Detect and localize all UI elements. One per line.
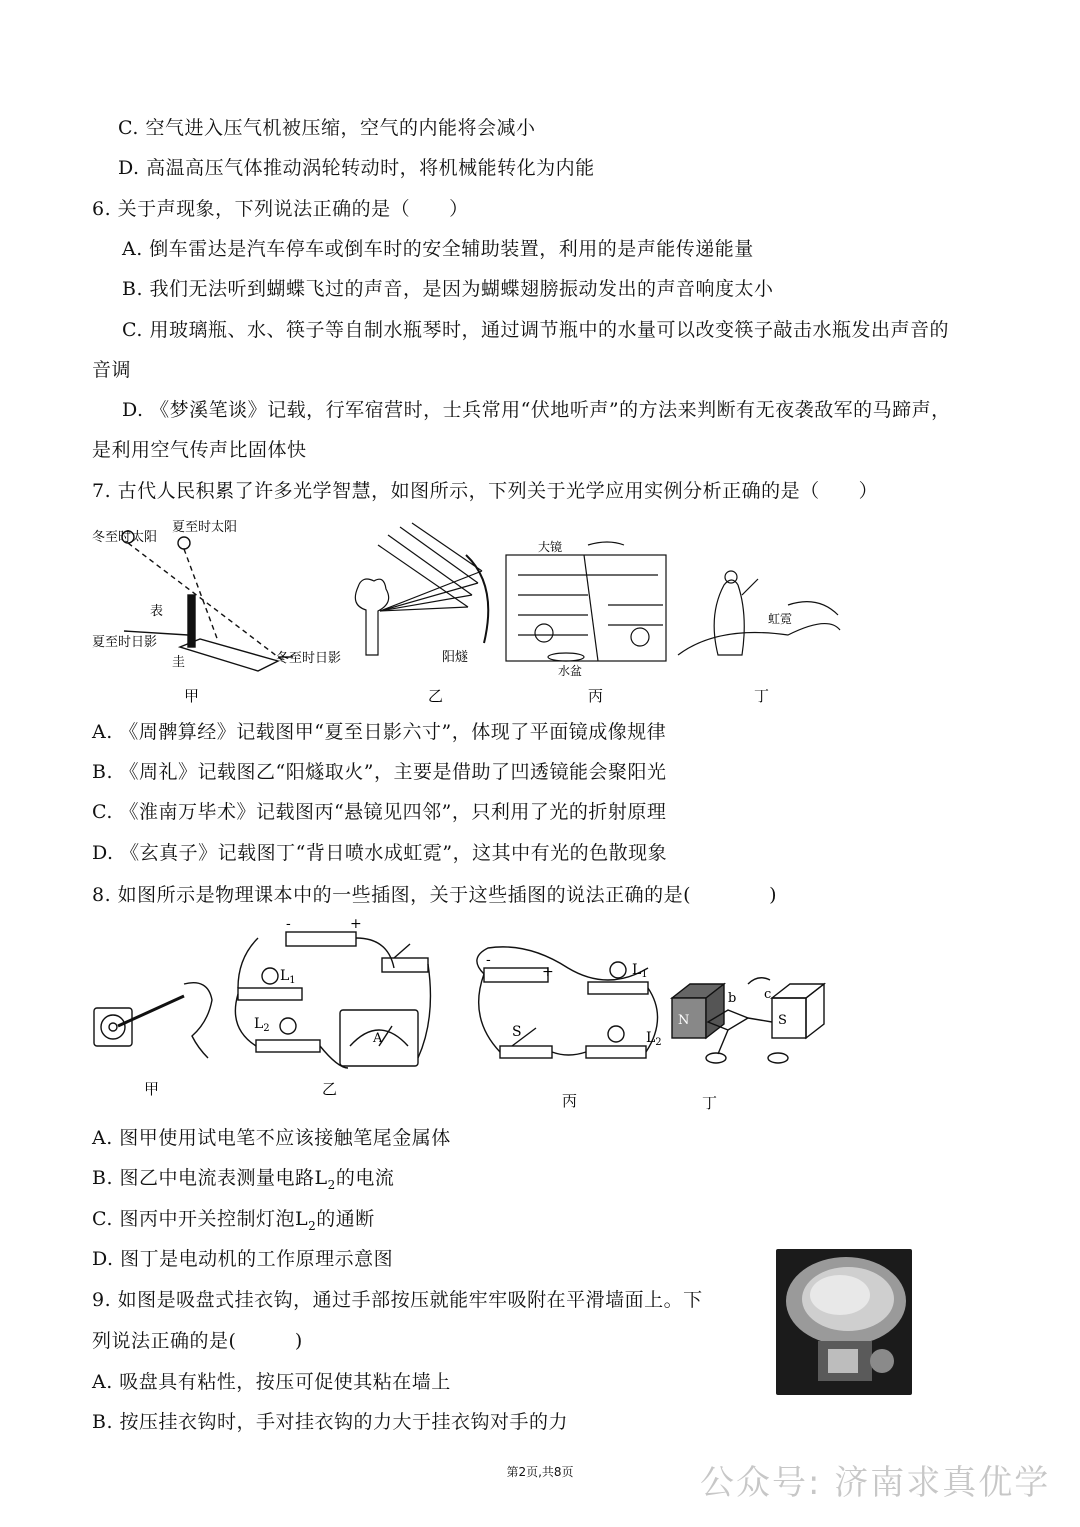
- figure-7-drawings: [88, 515, 848, 715]
- fig7-cap-yi: 乙: [428, 687, 444, 705]
- ammeter-label: A: [373, 1031, 383, 1046]
- fig8-cap-bing: 丙: [562, 1092, 578, 1110]
- fig7-cap-bing: 丙: [588, 687, 604, 705]
- question-6: 6. 关于声现象，下列说法正确的是（ ）: [92, 198, 469, 220]
- yi-l2-label: $L_2$: [254, 1016, 270, 1034]
- q8b-symbol: L: [314, 1167, 328, 1189]
- winter-shadow-label: 冬至时日影: [276, 651, 342, 666]
- q8c-text: C. 图丙中开关控制灯泡: [92, 1208, 295, 1230]
- burning-mirror-diagram: [355, 523, 488, 655]
- magnet-coil-diagram: [672, 978, 824, 1063]
- watermark: 公众号: 济南求真优学: [700, 1463, 1051, 1503]
- bing-switch-label: S: [512, 1024, 522, 1040]
- fig8-cap-ding: 丁: [702, 1094, 718, 1112]
- q7-option-b: B. 《周礼》记载图乙“阳燧取火”，主要是借助了凹透镜能会聚阳光: [92, 761, 667, 783]
- summer-shadow-label: 夏至时日影: [92, 635, 158, 650]
- yangsui-label: 阳燧: [442, 650, 469, 665]
- yi-plus-label: +: [350, 918, 362, 932]
- q5-option-d: D. 高温高压气体推动涡轮转动时，将机械能转化为内能: [118, 157, 595, 179]
- summer-sun-label: 夏至时太阳: [172, 520, 238, 535]
- q6-option-b: B. 我们无法听到蝴蝶飞过的声音，是因为蝴蝶翅膀振动发出的声音响度太小: [122, 278, 774, 300]
- q7-option-c: C. 《淮南万毕术》记载图丙“悬镜见四邻”，只利用了光的折射原理: [92, 801, 667, 823]
- q6-option-a: A. 倒车雷达是汽车停车或倒车时的安全辅助装置，利用的是声能传递能量: [122, 238, 754, 260]
- q8-option-c: [92, 1206, 375, 1239]
- q8c-symbol: L: [294, 1208, 309, 1230]
- biao-label: 表: [150, 604, 164, 619]
- q8-option-b: [92, 1165, 394, 1198]
- gnomon-diagram: [122, 531, 293, 671]
- bing-minus-label: -: [486, 952, 491, 968]
- question-9: 9. 如图是吸盘式挂衣钩，通过手部按压就能牢牢吸附在平滑墙面上。下: [92, 1289, 703, 1311]
- fig8-cap-jia: 甲: [144, 1080, 160, 1098]
- q8c-tail: 的通断: [316, 1208, 375, 1230]
- q8b-text: B. 图乙中电流表测量电路: [92, 1167, 315, 1189]
- fig7-cap-jia: 甲: [184, 687, 200, 705]
- b-label: b: [728, 991, 737, 1006]
- fig8-cap-yi: 乙: [322, 1080, 338, 1098]
- bing-l2-label: $L_2$: [646, 1030, 662, 1048]
- q9-option-b: B. 按压挂衣钩时，手对挂衣钩的力大于挂衣钩对手的力: [92, 1411, 569, 1433]
- gui-label: 圭: [172, 655, 186, 670]
- q8-option-a: A. 图甲使用试电笔不应该接触笔尾金属体: [92, 1127, 451, 1149]
- q8-option-d: D. 图丁是电动机的工作原理示意图: [92, 1248, 394, 1270]
- question-8: 8. 如图所示是物理课本中的一些插图，关于这些插图的说法正确的是( ): [92, 884, 777, 906]
- q8c-subscript: 2: [308, 1218, 317, 1233]
- question-9-cont: 列说法正确的是( ): [92, 1330, 303, 1352]
- q7-option-d: D. 《玄真子》记载图丁“背日喷水成虹霓”，这其中有光的色散现象: [92, 842, 668, 864]
- n-pole-label: N: [678, 1013, 690, 1028]
- yi-minus-label: -: [286, 918, 291, 932]
- hanging-mirror-diagram: [506, 542, 666, 661]
- q8b-subscript: 2: [327, 1177, 336, 1192]
- q6-option-c: C. 用玻璃瓶、水、筷子等自制水瓶琴时，通过调节瓶中的水量可以改变筷子敲击水瓶发出声音的: [122, 319, 949, 341]
- ammeter-circuit-diagram: [235, 932, 430, 1068]
- figure-8: [88, 918, 828, 1118]
- switch-circuit-diagram: [477, 947, 658, 1058]
- winter-sun-label: 冬至时太阳: [92, 530, 158, 545]
- rainbow-diagram: [678, 571, 840, 655]
- page-footer: 第2页,共8页: [506, 1465, 574, 1479]
- bing-plus-label: +: [542, 964, 554, 980]
- fig7-cap-ding: 丁: [754, 687, 770, 705]
- s-pole-label: S: [778, 1013, 787, 1028]
- q6-option-d-cont: 是利用空气传声比固体快: [92, 439, 307, 461]
- dajing-label: 大镜: [538, 540, 563, 554]
- q6-option-d: D. 《梦溪笔谈》记载，行军宿营时，士兵常用“伏地听声”的方法来判断有无夜袭敌军的马蹄声，: [122, 399, 951, 421]
- bing-l1-label: $L_1$: [632, 962, 648, 980]
- yi-l1-label: $L_1$: [280, 968, 296, 986]
- suction-hook-photo: [776, 1249, 912, 1395]
- q7-option-a: A. 《周髀算经》记载图甲“夏至日影六寸”，体现了平面镜成像规律: [92, 721, 667, 743]
- question-7: 7. 古代人民积累了许多光学智慧，如图所示，下列关于光学应用实例分析正确的是（ ）: [92, 480, 879, 502]
- q8b-tail: 的电流: [335, 1167, 395, 1189]
- q5-option-c: C. 空气进入压气机被压缩，空气的内能将会减小: [118, 117, 536, 139]
- test-pen-diagram: [94, 983, 212, 1058]
- figure-8-drawings: [88, 918, 828, 1118]
- q9-option-a: A. 吸盘具有粘性，按压可促使其粘在墙上: [92, 1371, 451, 1393]
- shuipen-label: 水盆: [558, 664, 583, 678]
- hongni-label: 虹霓: [768, 612, 793, 626]
- figure-7: [88, 515, 848, 715]
- suction-hook-image: [776, 1249, 912, 1395]
- q6-option-c-cont: 音调: [92, 359, 132, 381]
- c-label: c: [764, 987, 772, 1002]
